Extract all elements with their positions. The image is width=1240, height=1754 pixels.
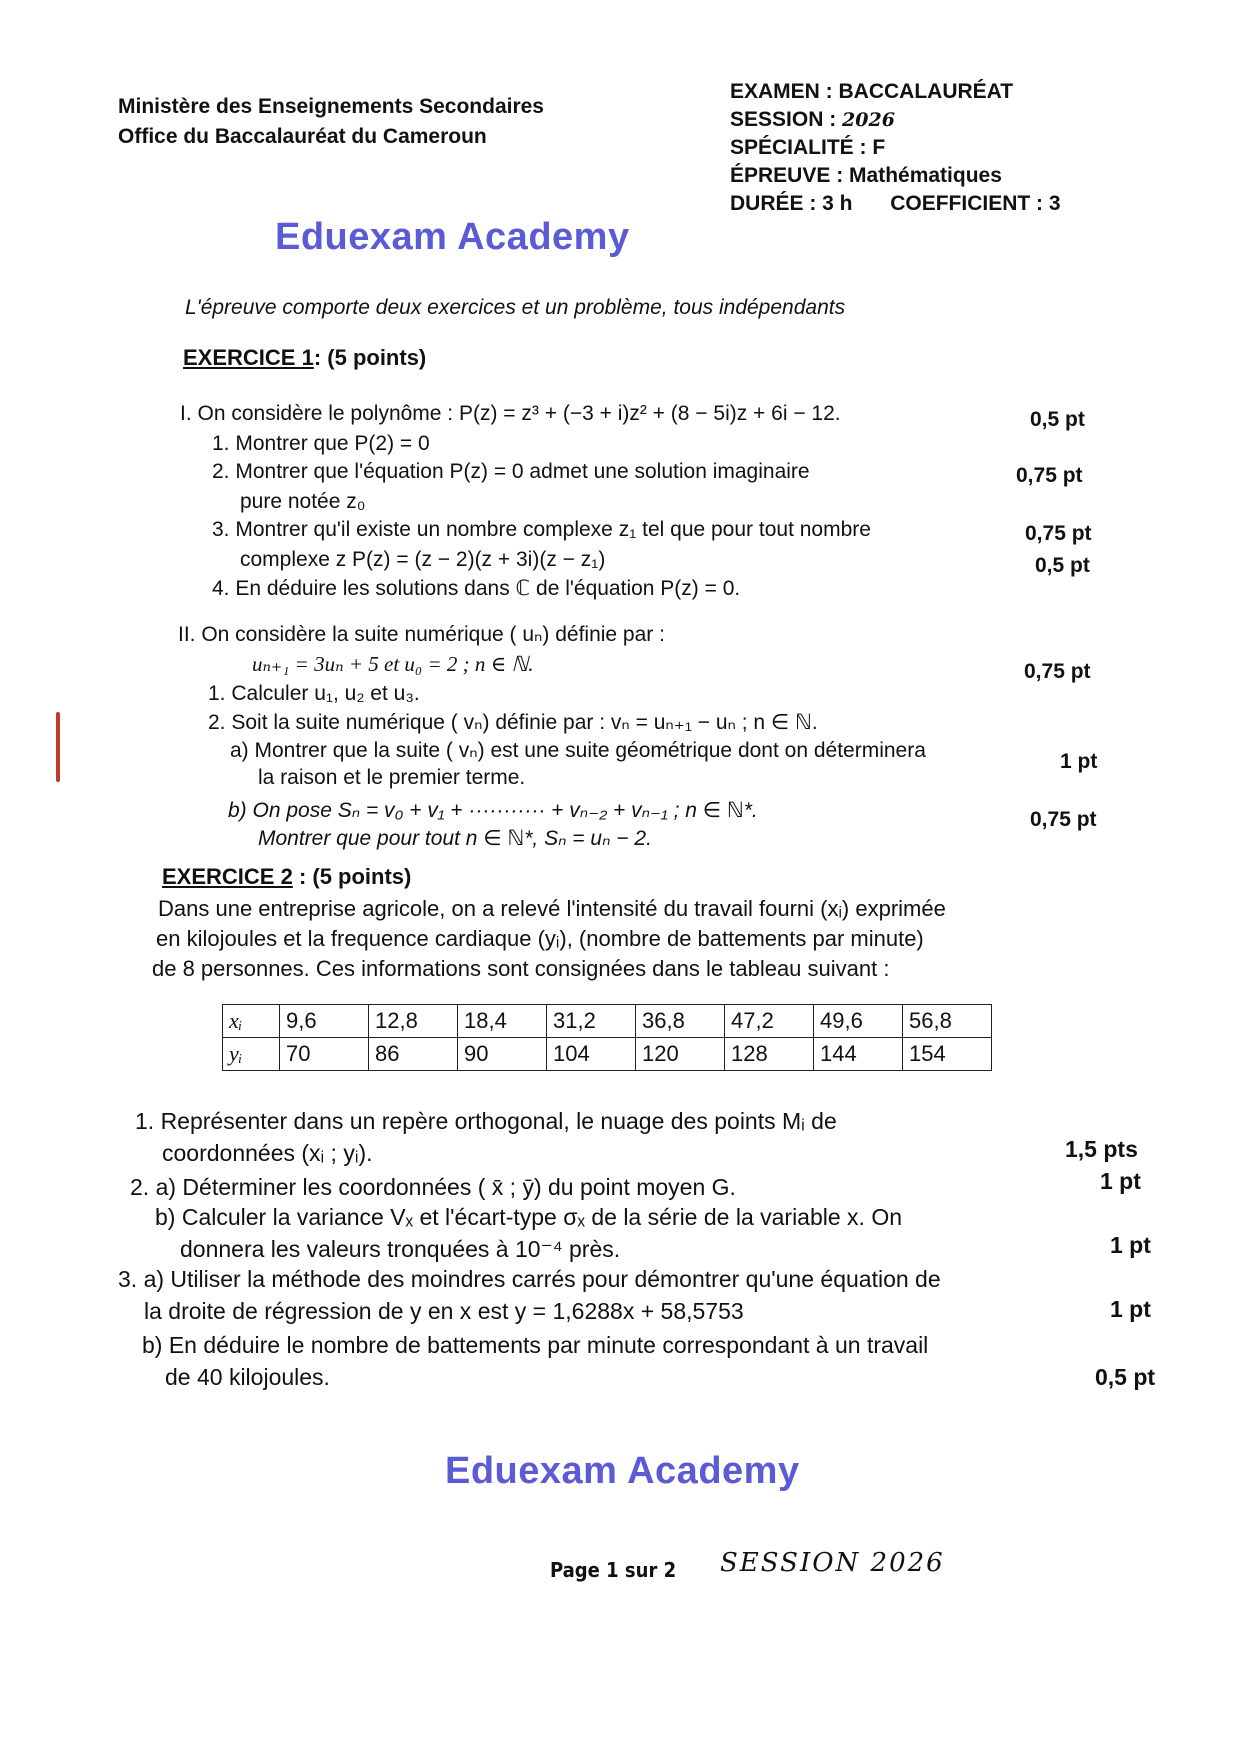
cell-x: 47,2 bbox=[725, 1005, 814, 1038]
cell-x: 31,2 bbox=[547, 1005, 636, 1038]
table-row-x bbox=[223, 1005, 992, 1038]
duration-label: DURÉE : 3 h bbox=[730, 192, 853, 215]
ex2-q2b-line2: donnera les valeurs tronquées à 10⁻⁴ près. bbox=[180, 1236, 621, 1262]
ex1-q4-points: 0,5 pt bbox=[1035, 554, 1090, 577]
ex1-part2-q2a-line2: la raison et le premier terme. bbox=[258, 766, 526, 789]
exam-label: EXAMEN : BACCALAURÉAT bbox=[730, 80, 1014, 103]
cell-x: 9,6 bbox=[280, 1005, 369, 1038]
ex1-part2-q2b-points: 0,75 pt bbox=[1030, 808, 1097, 831]
ex2-text-line1: Dans une entreprise agricole, on a relevé l'intensité du travail fourni (xᵢ) exprimée bbox=[158, 896, 946, 921]
ex1-title-text: EXERCICE 1 bbox=[183, 345, 314, 370]
ex1-q3-line2: complexe z P(z) = (z − 2)(z + 3i)(z − z₁) bbox=[240, 548, 606, 571]
ex1-q2-line1: 2. Montrer que l'équation P(z) = 0 admet une solution imaginaire bbox=[212, 460, 810, 483]
ex2-q3b-points: 0,5 pt bbox=[1095, 1364, 1156, 1390]
ex1-part2-q2a-points: 1 pt bbox=[1060, 750, 1098, 773]
header-right bbox=[730, 78, 1061, 218]
cell-x: 12,8 bbox=[369, 1005, 458, 1038]
brand-watermark-top: Eduexam Academy bbox=[275, 216, 630, 258]
ex1-part2-definition: uₙ₊₁ = 3uₙ + 5 et u₀ = 2 ; n ∈ ℕ. bbox=[252, 652, 534, 676]
ex2-q3a-line1: 3. a) Utiliser la méthode des moindres carrés pour démontrer qu'une équation de bbox=[118, 1266, 941, 1292]
ex1-part2-q2b-line2: Montrer que pour tout n ∈ ℕ*, Sₙ = uₙ − 2. bbox=[258, 827, 652, 850]
session-value: 2026 bbox=[842, 109, 895, 131]
header-left bbox=[118, 92, 544, 152]
ex2-q2b-points: 1 pt bbox=[1110, 1232, 1151, 1258]
cell-y: 90 bbox=[458, 1038, 547, 1071]
cell-y: 70 bbox=[280, 1038, 369, 1071]
page-number: Page 1 sur 2 bbox=[550, 1558, 677, 1582]
handwritten-session-note: SESSION 2026 bbox=[720, 1548, 945, 1578]
ex2-q2a-points: 1 pt bbox=[1100, 1168, 1141, 1194]
cell-y: 144 bbox=[814, 1038, 903, 1071]
brand-watermark-bottom: Eduexam Academy bbox=[445, 1450, 800, 1492]
data-table bbox=[222, 1004, 992, 1071]
session-line bbox=[730, 106, 1061, 134]
ex1-q2-points: 0,75 pt bbox=[1016, 464, 1083, 487]
cell-y: 86 bbox=[369, 1038, 458, 1071]
ex1-q1: 1. Montrer que P(2) = 0 bbox=[212, 432, 430, 455]
cell-x: 49,6 bbox=[814, 1005, 903, 1038]
ex2-text-line3: de 8 personnes. Ces informations sont consignées dans le tableau suivant : bbox=[152, 956, 890, 981]
ex2-q3a-points: 1 pt bbox=[1110, 1296, 1151, 1322]
ex2-text-line2: en kilojoules et la frequence cardiaque (yᵢ), (nombre de battements par minute) bbox=[156, 926, 924, 951]
ex2-q1-line1: 1. Représenter dans un repère orthogonal, le nuage des points Mᵢ de bbox=[135, 1108, 837, 1134]
ex1-part2-q1: 1. Calculer u₁, u₂ et u₃. bbox=[208, 682, 420, 705]
speciality-label: SPÉCIALITÉ : F bbox=[730, 136, 886, 159]
ex2-points: : (5 points) bbox=[292, 864, 412, 889]
ex2-q3b-line1: b) En déduire le nombre de battements par minute correspondant à un travail bbox=[142, 1332, 929, 1358]
row-header-y: yᵢ bbox=[223, 1038, 280, 1071]
cell-y: 154 bbox=[903, 1038, 992, 1071]
cell-y: 128 bbox=[725, 1038, 814, 1071]
ex2-q2b-line1: b) Calculer la variance Vₓ et l'écart-type σₓ de la série de la variable x. On bbox=[155, 1204, 903, 1230]
ex2-q1-line2: coordonnées (xᵢ ; yᵢ). bbox=[162, 1140, 373, 1166]
ex2-q3b-line2: de 40 kilojoules. bbox=[165, 1364, 330, 1390]
ex1-part2-q2b-line1: b) On pose Sₙ = v₀ + v₁ + ··········· + vₙ₋₂ + vₙ₋₁ ; n ∈ ℕ*. bbox=[228, 799, 758, 822]
ex2-q3a-line2: la droite de régression de y en x est y = 1,6288x + 58,5753 bbox=[144, 1298, 744, 1324]
subject-label: ÉPREUVE : Mathématiques bbox=[730, 164, 1002, 187]
cell-y: 120 bbox=[636, 1038, 725, 1071]
ex1-part2-q1-points: 0,75 pt bbox=[1024, 660, 1091, 683]
ex2-title-text: EXERCICE 2 bbox=[162, 864, 293, 889]
row-header-x: xᵢ bbox=[223, 1005, 280, 1038]
ex1-title bbox=[183, 345, 426, 371]
ex1-q4: 4. En déduire les solutions dans ℂ de l'équation P(z) = 0. bbox=[212, 577, 741, 600]
cell-y: 104 bbox=[547, 1038, 636, 1071]
ex1-part2-statement: II. On considère la suite numérique ( uₙ) définie par : bbox=[178, 623, 665, 646]
ex1-part2-q2: 2. Soit la suite numérique ( vₙ) définie par : vₙ = uₙ₊₁ − uₙ ; n ∈ ℕ. bbox=[208, 711, 818, 734]
duration-line bbox=[730, 190, 1061, 218]
session-label: SESSION : bbox=[730, 108, 837, 131]
ex1-q1-points: 0,5 pt bbox=[1030, 408, 1085, 431]
ministry-name: Ministère des Enseignements Secondaires bbox=[118, 95, 544, 118]
ex1-q3-points: 0,75 pt bbox=[1025, 522, 1092, 545]
table-row-y bbox=[223, 1038, 992, 1071]
ex1-q2-line2: pure notée z₀ bbox=[240, 490, 366, 513]
cell-x: 56,8 bbox=[903, 1005, 992, 1038]
ex1-q3-line1: 3. Montrer qu'il existe un nombre complexe z₁ tel que pour tout nombre bbox=[212, 518, 871, 541]
cell-x: 36,8 bbox=[636, 1005, 725, 1038]
ex1-part1-statement: I. On considère le polynôme : P(z) = z³ + (−3 + i)z² + (8 − 5i)z + 6i − 12. bbox=[180, 402, 841, 425]
ex1-part2-q2a-line1: a) Montrer que la suite ( vₙ) est une suite géométrique dont on déterminera bbox=[230, 739, 926, 762]
ex2-q2a: 2. a) Déterminer les coordonnées ( x̄ ; ȳ) du point moyen G. bbox=[130, 1174, 736, 1200]
margin-pen-mark bbox=[56, 712, 60, 782]
office-name: Office du Baccalauréat du Cameroun bbox=[118, 125, 487, 148]
cell-x: 18,4 bbox=[458, 1005, 547, 1038]
coefficient-label: COEFFICIENT : 3 bbox=[890, 192, 1061, 215]
ex2-q1-points: 1,5 pts bbox=[1065, 1136, 1138, 1162]
ex2-title bbox=[162, 864, 411, 890]
ex1-points: : (5 points) bbox=[313, 345, 427, 370]
exam-intro: L'épreuve comporte deux exercices et un problème, tous indépendants bbox=[185, 296, 846, 319]
